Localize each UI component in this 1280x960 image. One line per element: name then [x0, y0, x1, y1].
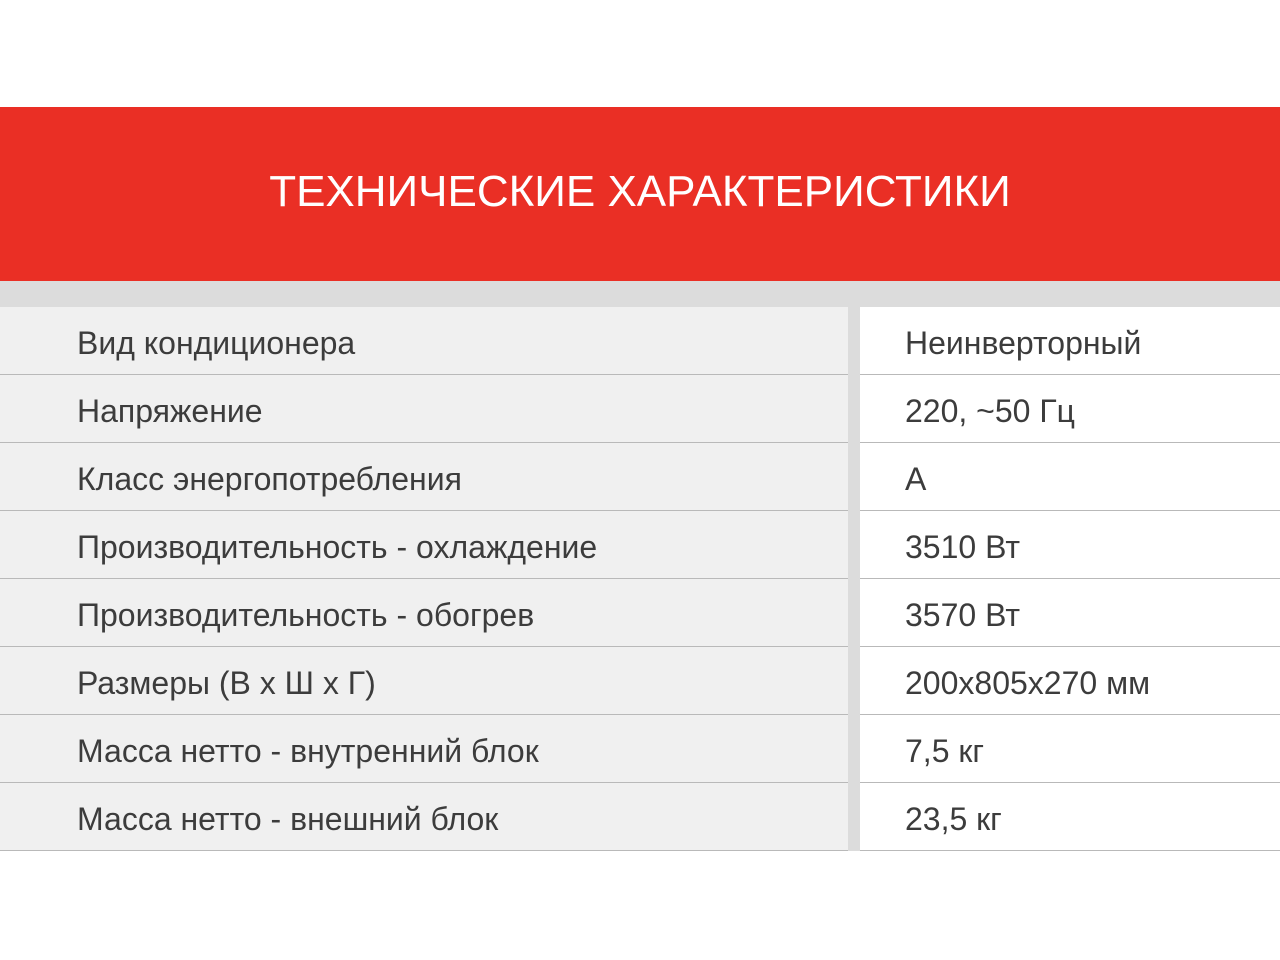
table-row — [0, 579, 1280, 647]
spec-value: 200x805x270 мм — [905, 665, 1151, 701]
spec-value: 3570 Вт — [905, 597, 1021, 633]
spec-label-cell — [0, 307, 848, 375]
table-row — [0, 511, 1280, 579]
spec-label: Класс энергопотребления — [77, 461, 462, 497]
column-separator — [848, 783, 860, 851]
spec-value: Неинверторный — [905, 325, 1142, 361]
spec-label: Напряжение — [77, 393, 263, 429]
spec-label: Вид кондиционера — [77, 325, 356, 361]
spec-label: Масса нетто - внутренний блок — [77, 733, 539, 769]
spec-label: Производительность - обогрев — [77, 597, 535, 633]
table-row — [0, 375, 1280, 443]
table-row — [0, 443, 1280, 511]
spec-value-cell — [860, 307, 1280, 375]
table-row — [0, 783, 1280, 851]
column-separator — [848, 307, 860, 375]
table-row — [0, 647, 1280, 715]
spec-value: 3510 Вт — [905, 529, 1021, 565]
spec-value-cell — [860, 511, 1280, 579]
spec-value: A — [905, 461, 927, 497]
spec-label-cell — [0, 715, 848, 783]
spec-label-cell — [0, 511, 848, 579]
spec-value-cell — [860, 579, 1280, 647]
spec-label: Производительность - охлаждение — [77, 529, 598, 565]
spec-label-cell — [0, 647, 848, 715]
column-separator — [848, 579, 860, 647]
spec-value: 7,5 кг — [905, 733, 985, 769]
header-banner — [0, 107, 1280, 281]
spec-label: Размеры (В х Ш х Г) — [77, 665, 376, 701]
spec-value: 23,5 кг — [905, 801, 1002, 837]
column-separator — [848, 715, 860, 783]
header-divider — [0, 281, 1280, 307]
table-row — [0, 307, 1280, 375]
spec-value-cell — [860, 647, 1280, 715]
spec-value: 220, ~50 Гц — [905, 393, 1075, 429]
spec-value-cell — [860, 715, 1280, 783]
spec-value-cell — [860, 783, 1280, 851]
column-separator — [848, 375, 860, 443]
table-row — [0, 715, 1280, 783]
spec-label-cell — [0, 375, 848, 443]
column-separator — [848, 511, 860, 579]
page-title: ТЕХНИЧЕСКИЕ ХАРАКТЕРИСТИКИ — [269, 167, 1011, 216]
column-separator — [848, 647, 860, 715]
specs-table — [0, 307, 1280, 851]
column-separator — [848, 443, 860, 511]
spec-label-cell — [0, 443, 848, 511]
spec-label-cell — [0, 579, 848, 647]
spec-label-cell — [0, 783, 848, 851]
spec-value-cell — [860, 443, 1280, 511]
spec-label: Масса нетто - внешний блок — [77, 801, 499, 837]
spec-value-cell — [860, 375, 1280, 443]
